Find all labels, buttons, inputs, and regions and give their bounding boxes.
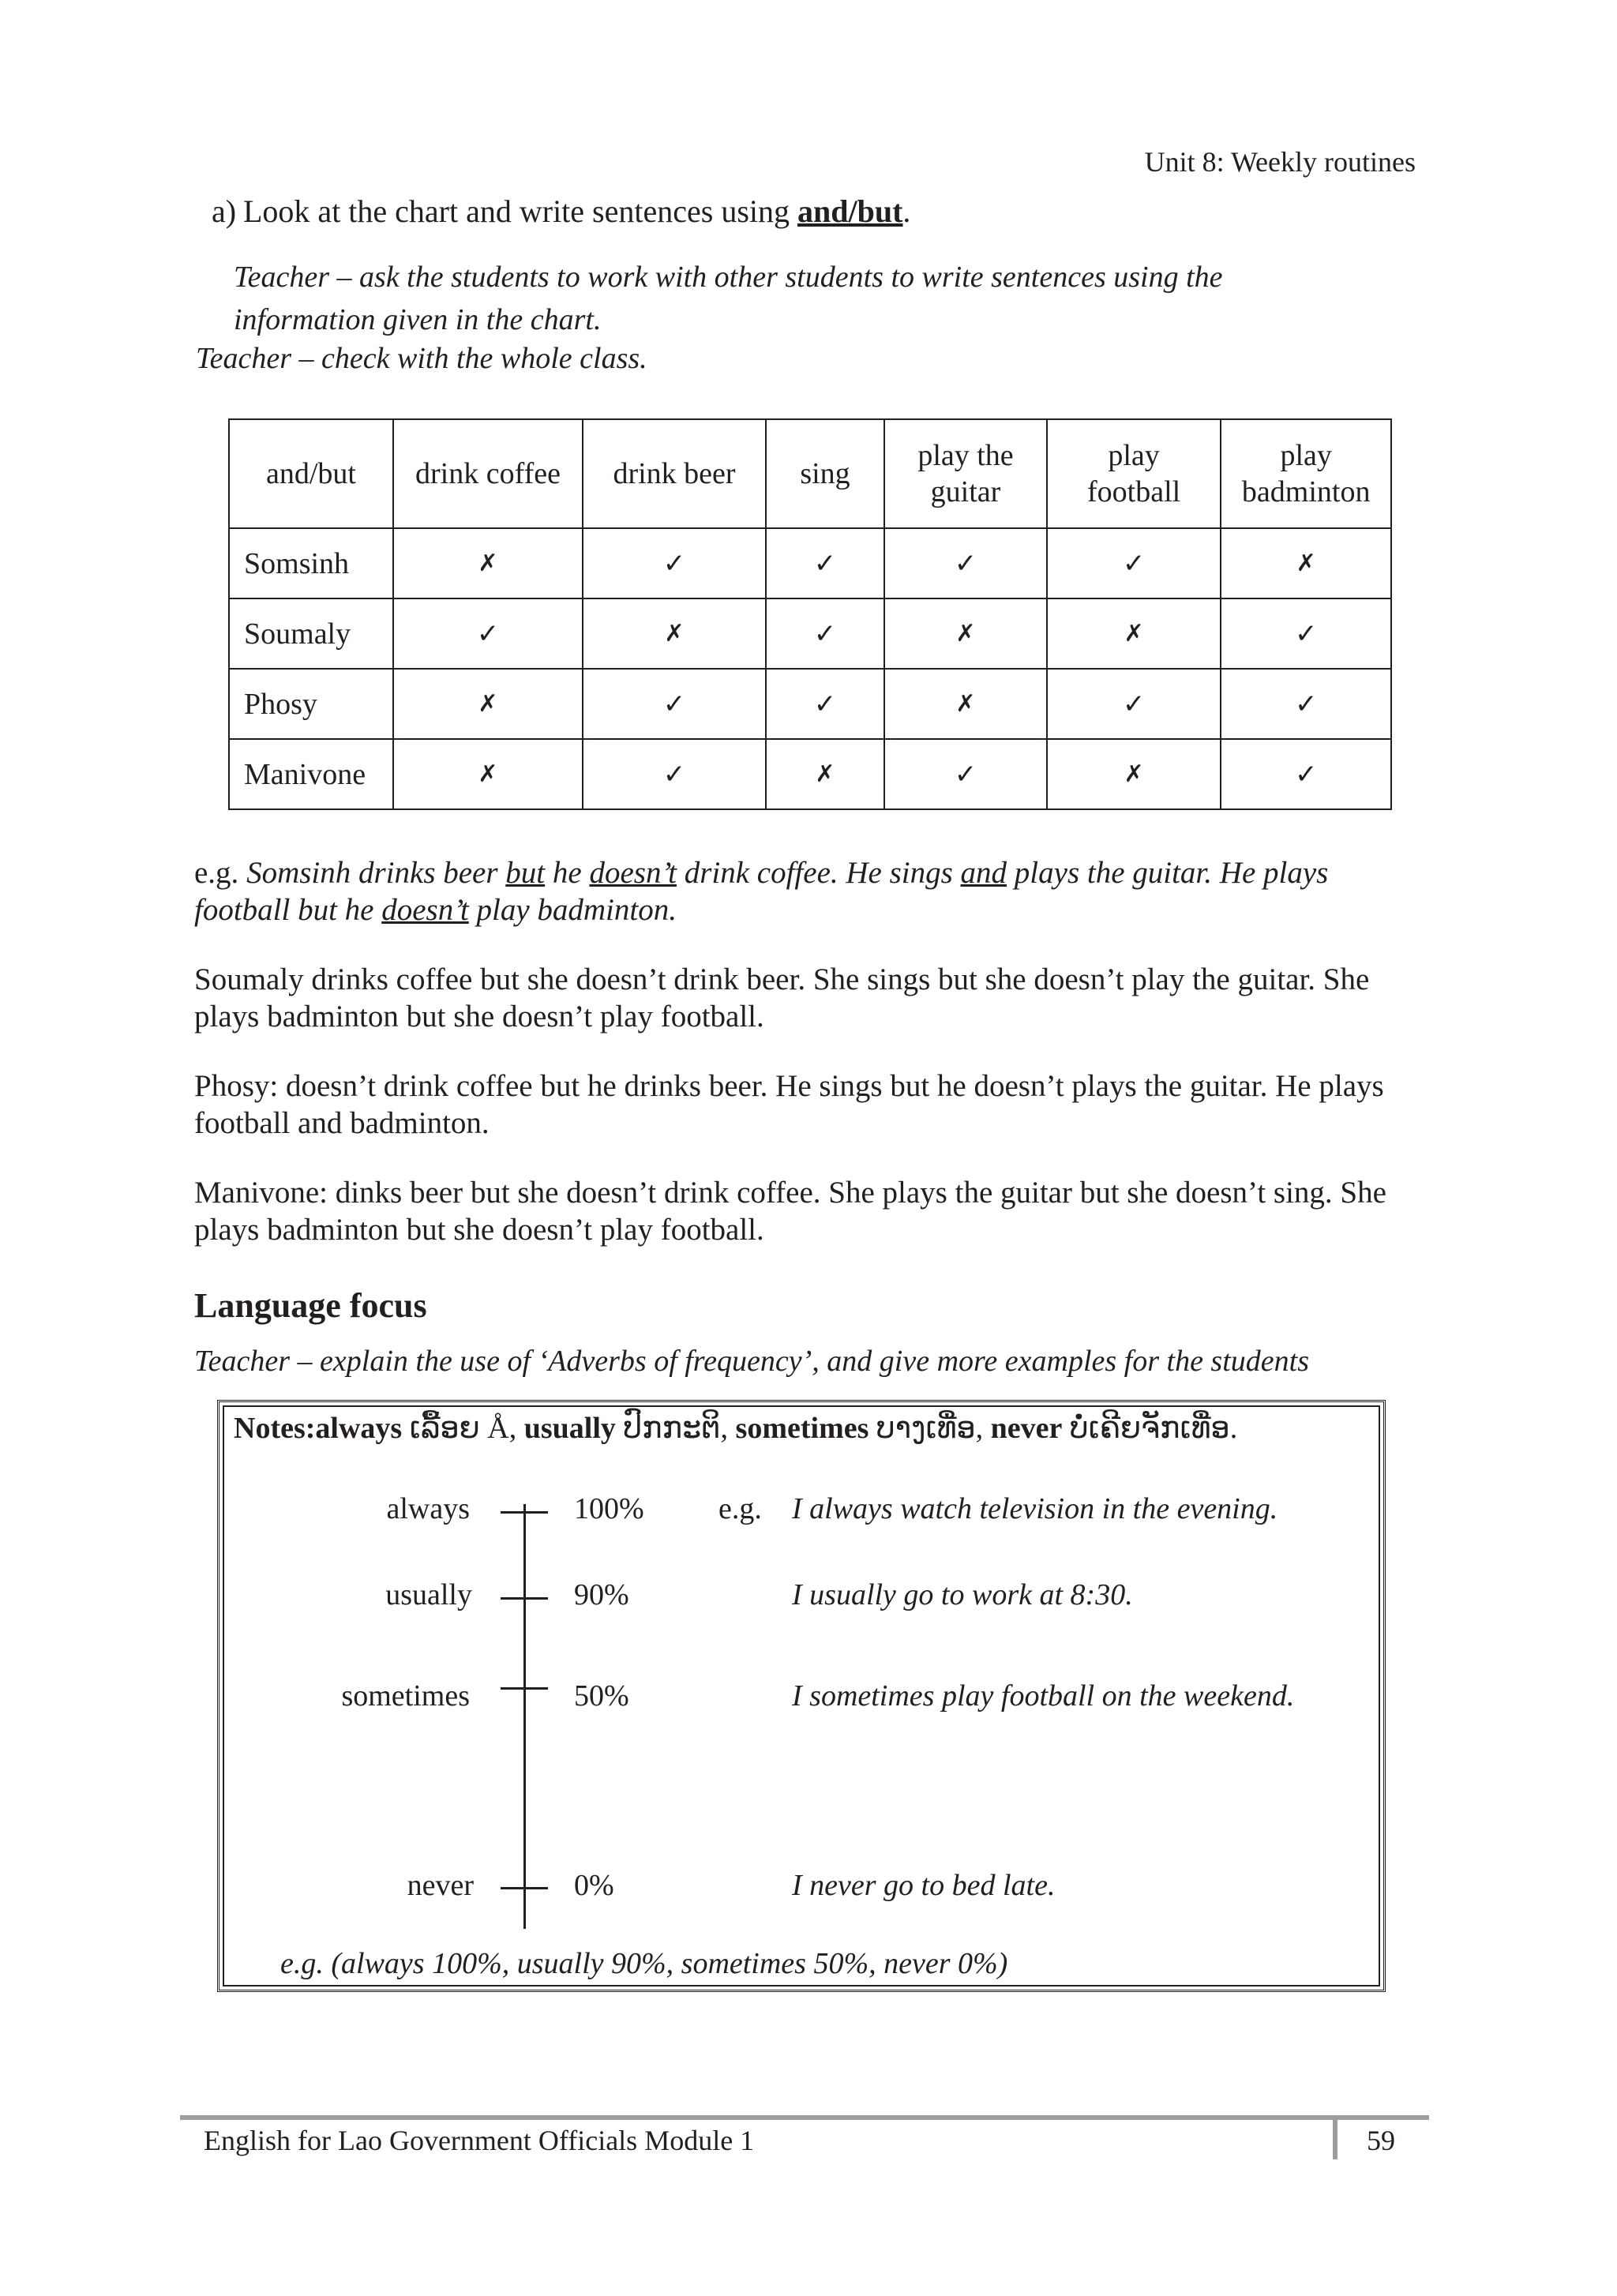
mark-cell: ✗ — [583, 598, 766, 669]
table-row — [229, 739, 1391, 809]
level-percent: 100% — [574, 1492, 644, 1525]
mark-cell: ✓ — [1047, 669, 1221, 739]
mark-cell: ✓ — [1221, 739, 1391, 809]
level-example: I usually go to work at 8:30. — [792, 1578, 1133, 1611]
teacher-note-1: Teacher – ask the students to work with other students to write sentences using the information given in the chart. — [234, 261, 1223, 336]
mark-cell: ✗ — [1221, 528, 1391, 598]
footer-separator — [1333, 2118, 1337, 2159]
mark-cell: ✗ — [1047, 739, 1221, 809]
activity-chart — [228, 418, 1392, 810]
mark-cell: ✓ — [884, 739, 1047, 809]
footer-rule — [180, 2115, 1429, 2120]
running-header: Unit 8: Weekly routines — [1144, 146, 1416, 178]
mark-cell: ✗ — [766, 739, 884, 809]
notes-line — [234, 1410, 1237, 1446]
row-name: Phosy — [229, 669, 393, 739]
mark-cell: ✓ — [1047, 528, 1221, 598]
header-cell: and/but — [229, 419, 393, 528]
exercise-label: a) — [212, 193, 237, 229]
example-text: he — [545, 856, 590, 890]
example-underline: and — [960, 856, 1007, 890]
level-word: never — [407, 1869, 474, 1902]
answer-soumaly: Soumaly drinks coffee but she doesn’t drink beer. She sings but she doesn’t play the guitar. She plays badminton but she doesn’t play football. — [194, 962, 1370, 1034]
teacher-note-3: Teacher – explain the use of ‘Adverbs of frequency’, and give more examples for the students — [194, 1345, 1309, 1378]
example-text: drink coffee. He sings — [676, 856, 961, 890]
row-name: Soumaly — [229, 598, 393, 669]
mark-cell: ✓ — [766, 528, 884, 598]
level-word: always — [386, 1492, 470, 1525]
header-cell: drink coffee — [393, 419, 583, 528]
mark-cell: ✓ — [1221, 669, 1391, 739]
mark-cell: ✓ — [393, 598, 583, 669]
notes-translation: ເລື້ອຍ Å, — [402, 1412, 524, 1445]
mark-cell: ✗ — [393, 528, 583, 598]
level-example: I always watch television in the evening. — [792, 1492, 1278, 1525]
notes-word: never — [990, 1412, 1063, 1445]
teacher-note-2: Teacher – check with the whole class. — [196, 342, 647, 375]
level-word: usually — [385, 1578, 472, 1611]
footer-title: English for Lao Government Officials Module 1 — [204, 2125, 755, 2156]
row-name: Somsinh — [229, 528, 393, 598]
table-row — [229, 528, 1391, 598]
level-percent: 50% — [574, 1679, 629, 1713]
mark-cell: ✓ — [583, 528, 766, 598]
notes-word: usually — [523, 1412, 616, 1445]
example-underline: doesn’t — [589, 856, 677, 890]
level-percent: 0% — [574, 1869, 614, 1902]
mark-cell: ✗ — [884, 598, 1047, 669]
mark-cell: ✗ — [393, 669, 583, 739]
header-cell: sing — [766, 419, 884, 528]
mark-cell: ✓ — [583, 739, 766, 809]
instruction-text: Look at the chart and write sentences using — [243, 193, 797, 229]
mark-cell: ✓ — [766, 598, 884, 669]
example-label: e.g. — [718, 1492, 762, 1525]
level-example: I sometimes play football on the weekend. — [792, 1679, 1295, 1713]
header-cell: play badminton — [1221, 419, 1391, 528]
example-text: plays the guitar. He plays football but he — [194, 856, 1329, 927]
example-prefix: e.g. — [194, 856, 247, 890]
example-paragraph — [194, 854, 1426, 929]
instruction-end: . — [902, 193, 911, 229]
mark-cell: ✓ — [1221, 598, 1391, 669]
example-underline: but — [505, 856, 546, 890]
scale-tick — [501, 1511, 548, 1514]
table-row — [229, 669, 1391, 739]
mark-cell: ✗ — [393, 739, 583, 809]
frequency-scale-line — [523, 1504, 526, 1929]
notes-word: always — [315, 1412, 403, 1445]
answer-manivone: Manivone: dinks beer but she doesn’t drink coffee. She plays the guitar but she doesn’t sing. She plays badminton but she doesn’t play football. — [194, 1176, 1386, 1247]
example-text: Somsinh drinks beer — [246, 856, 506, 890]
section-title: Language focus — [194, 1286, 427, 1325]
header-cell: drink beer — [583, 419, 766, 528]
table-row — [229, 598, 1391, 669]
chart-header-row — [229, 419, 1391, 528]
notes-label: Notes: — [234, 1412, 316, 1445]
notes-word: sometimes — [735, 1412, 869, 1445]
header-cell: play football — [1047, 419, 1221, 528]
scale-tick — [501, 1687, 548, 1690]
mark-cell: ✗ — [1047, 598, 1221, 669]
mark-cell: ✗ — [884, 669, 1047, 739]
notes-translation: ບໍ່ເຄີຍຈັກເທື່ອ. — [1062, 1412, 1238, 1445]
notes-translation: ບາງເທື່ອ, — [869, 1412, 991, 1445]
mark-cell: ✓ — [583, 669, 766, 739]
notes-translation: ປົກກະຕິ, — [615, 1412, 736, 1445]
level-percent: 90% — [574, 1578, 629, 1611]
answer-phosy: Phosy: doesn’t drink coffee but he drinks beer. He sings but he doesn’t plays the guitar. He plays football and badminton. — [194, 1069, 1384, 1140]
level-example: I never go to bed late. — [792, 1869, 1056, 1902]
mark-cell: ✓ — [884, 528, 1047, 598]
header-cell: play the guitar — [884, 419, 1047, 528]
frequency-summary: e.g. (always 100%, usually 90%, sometimes 50%, never 0%) — [280, 1947, 1008, 1980]
example-text: play badminton. — [468, 893, 677, 927]
scale-tick — [501, 1597, 548, 1600]
scale-tick — [501, 1887, 548, 1889]
row-name: Manivone — [229, 739, 393, 809]
mark-cell: ✓ — [766, 669, 884, 739]
instruction-emphasis: and/but — [797, 193, 903, 229]
page-number: 59 — [1367, 2125, 1395, 2156]
level-word: sometimes — [341, 1679, 470, 1713]
example-underline: doesn’t — [381, 893, 469, 927]
exercise-instruction — [212, 193, 910, 230]
